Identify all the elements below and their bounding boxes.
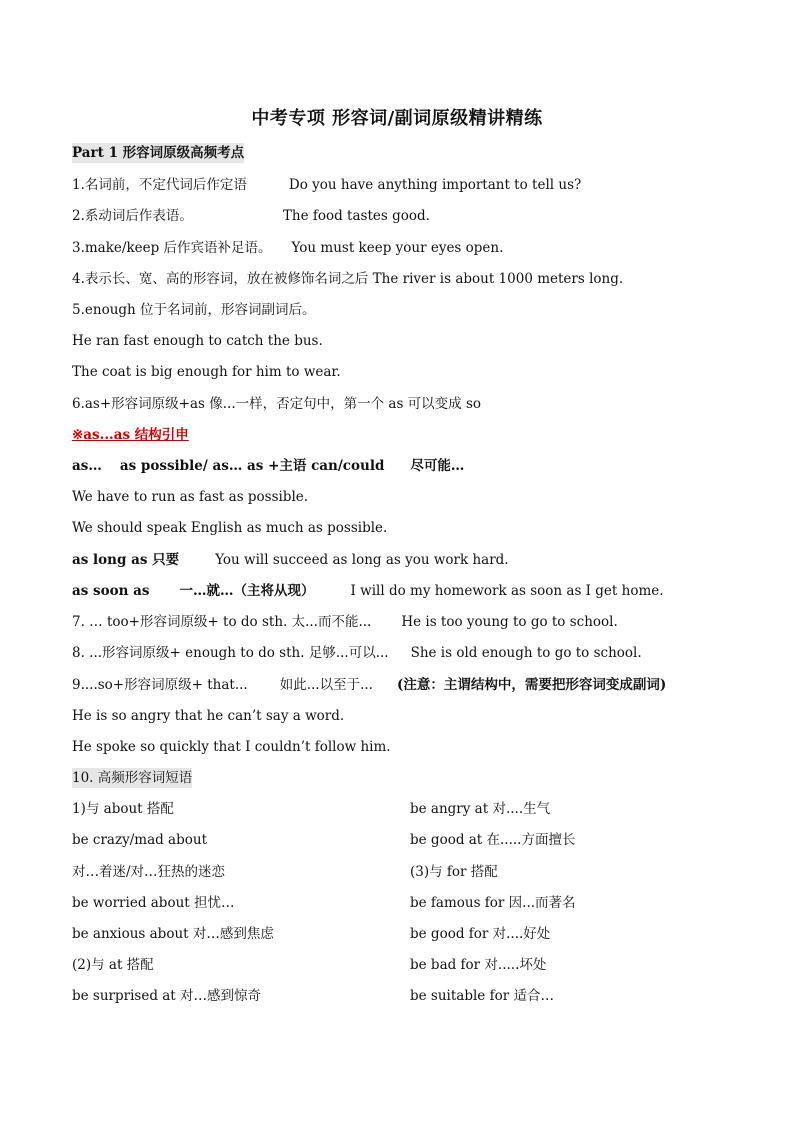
part1-heading: Part 1 形容词原级高频考点	[72, 145, 245, 161]
right-col-item: be famous for 因...而著名	[410, 895, 576, 911]
point-5: 5.enough 位于名词前，形容词副词后。	[72, 302, 316, 318]
asas-example-1: We have to run as fast as possible.	[72, 489, 309, 505]
point-9-note: (注意：主谓结构中，需要把形容词变成副词)	[396, 677, 667, 693]
as-long-as-example: You will succeed as long as you work hard.	[215, 552, 509, 568]
point-2	[72, 206, 430, 226]
as-soon-as	[72, 581, 664, 601]
point-7-example: He is too young to go to school.	[401, 614, 618, 630]
point-2-cn: 2.系动词后作表语。	[72, 208, 193, 224]
right-col-item: be good for 对....好处	[410, 926, 551, 942]
page-title: 中考专项 形容词/副词原级精讲精练	[251, 108, 543, 129]
point-7-rule: 7. … too+形容词原级+ to do sth. 太...而不能...	[72, 614, 372, 630]
point-8-rule: 8. ...形容词原级+ enough to do sth. 足够...可以...	[72, 645, 389, 661]
right-col-item: be suitable for 适合…	[410, 988, 554, 1004]
point-5-example-2: The coat is big enough for him to wear.	[72, 364, 341, 380]
point-1-en: Do you have anything important to tell us?	[288, 177, 582, 193]
point-3-cn: 3.make/keep 后作宾语补足语。	[72, 240, 272, 256]
point-1	[72, 175, 581, 195]
right-col-item: be bad for 对.....坏处	[410, 957, 547, 973]
point-1-cn: 1.名词前，不定代词后作定语	[72, 177, 247, 193]
as-soon-as-meaning: 一…就…（主将从现）	[179, 583, 315, 599]
as-long-as-label: as long as 只要	[72, 552, 180, 568]
point-6: 6.as+形容词原级+as 像...一样，否定句中，第一个 as 可以变成 so	[72, 396, 482, 412]
left-col-item: 1)与 about 搭配	[72, 801, 174, 817]
asas-heading: ※as...as 结构引申	[72, 427, 189, 443]
point-9-example-1: He is so angry that he can’t say a word.	[72, 708, 345, 724]
left-col-item: (2)与 at 搭配	[72, 957, 154, 973]
asas-example-2: We should speak English as much as possible.	[72, 520, 388, 536]
point-3-en: You must keep your eyes open.	[291, 240, 504, 256]
point-9-rule: 9....so+形容词原级+ that...	[72, 677, 248, 693]
left-col-item: be anxious about 对…感到焦虑	[72, 926, 274, 942]
right-col-item: be angry at 对....生气	[410, 801, 551, 817]
as-soon-as-example: I will do my homework as soon as I get home.	[350, 583, 664, 599]
point-7	[72, 612, 618, 632]
point-9-example-2: He spoke so quickly that I couldn’t follow him.	[72, 739, 391, 755]
point-5-example-1: He ran fast enough to catch the bus.	[72, 333, 323, 349]
asas-c: 尽可能…	[410, 458, 465, 474]
asas-b: as possible/ as… as +主语 can/could	[119, 458, 385, 474]
right-col-item: be good at 在.....方面擅长	[410, 832, 576, 848]
right-col-item: (3)与 for 搭配	[410, 864, 498, 880]
point-8-example: She is old enough to go to school.	[410, 645, 642, 661]
as-long-as	[72, 550, 509, 570]
left-col-item: be surprised at 对…感到惊奇	[72, 988, 262, 1004]
point-9-meaning: 如此...以至于...	[279, 677, 373, 693]
left-col-item: be crazy/mad about	[72, 832, 207, 848]
left-col-item: 对…着迷/对…狂热的迷恋	[72, 864, 226, 880]
point-4: 4.表示长、宽、高的形容词，放在被修饰名词之后 The river is about 1000 meters long.	[72, 271, 624, 287]
point-8	[72, 643, 642, 663]
point-9	[72, 675, 666, 695]
asas-a: as…	[72, 458, 102, 474]
point-2-en: The food tastes good.	[282, 208, 430, 224]
asas-structure	[72, 456, 464, 476]
as-soon-as-label: as soon as	[72, 583, 150, 599]
point-3	[72, 238, 503, 258]
point-10-heading: 10. 高频形容词短语	[72, 770, 193, 786]
left-col-item: be worried about 担忧…	[72, 895, 235, 911]
